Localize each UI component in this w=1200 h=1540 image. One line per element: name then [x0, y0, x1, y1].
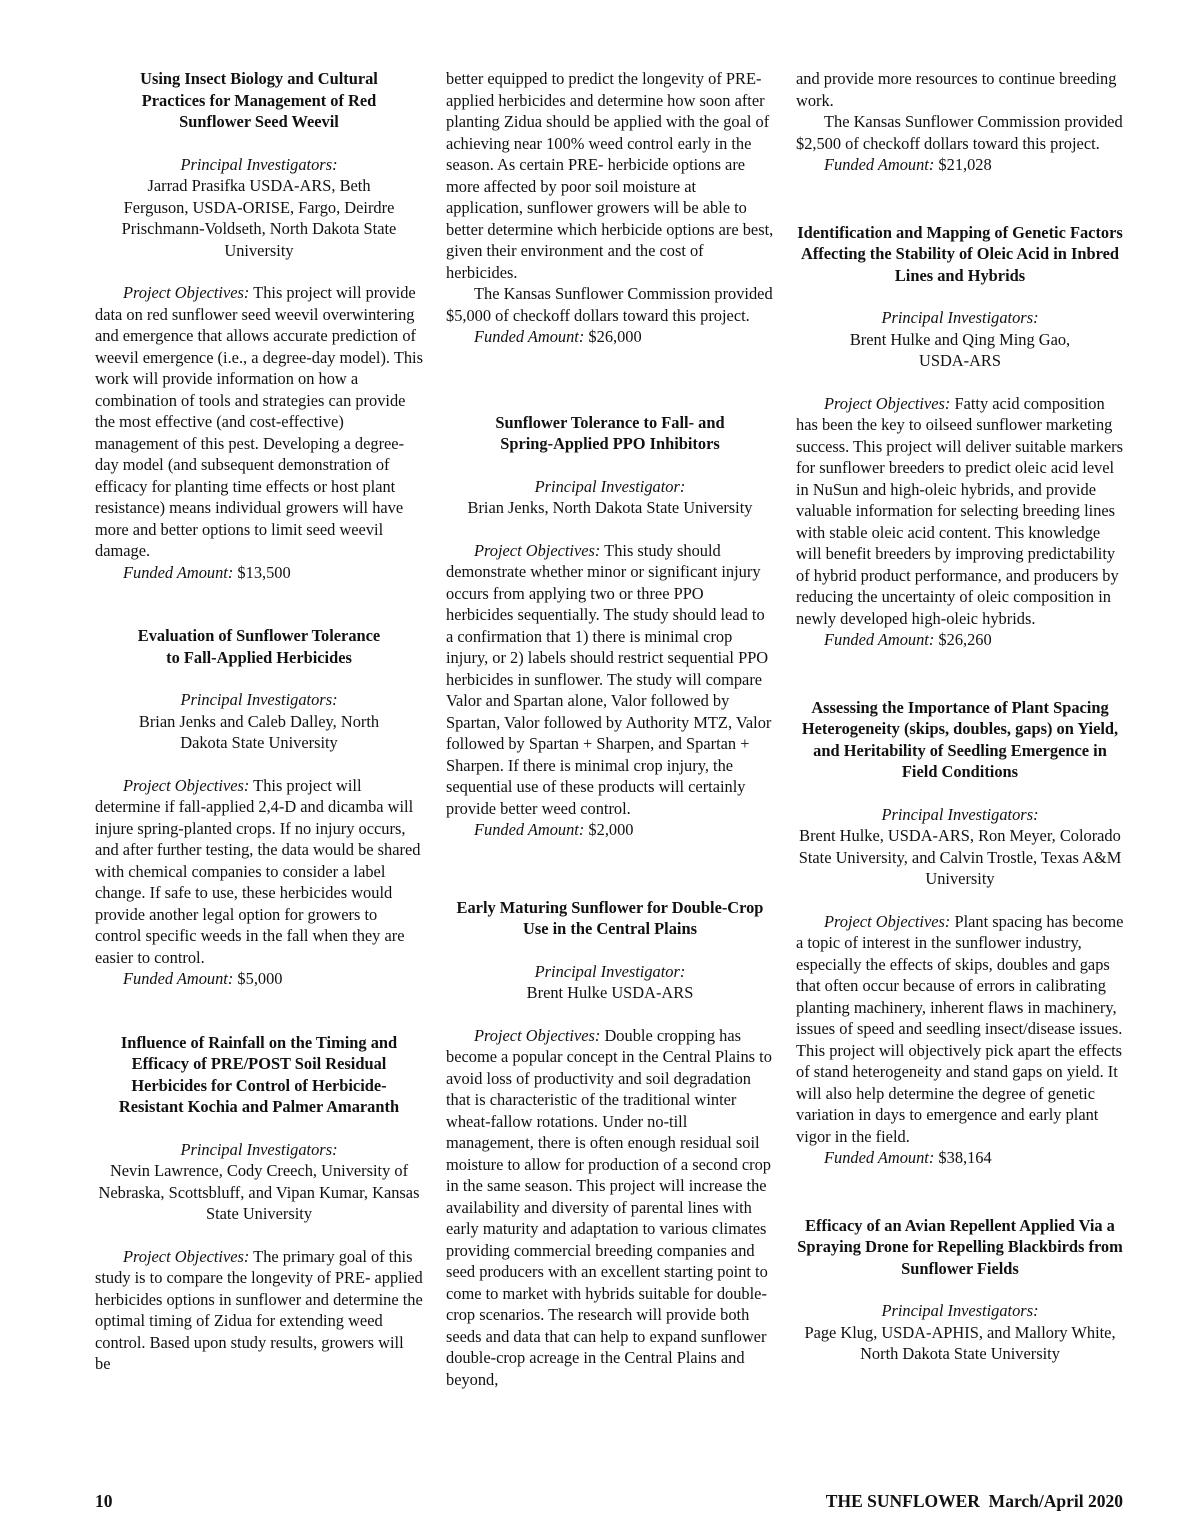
project-objectives — [95, 1246, 423, 1375]
objectives-text: This project will provide data on red sunflower seed weevil overwintering and emergence that allows accurate prediction of weevil emergence (i.e., a degree-day model). This work will provide information on how a combination of tools and strategies can provide the most effective (and cost-effective) management of this pest. Developing a degree-day model (and subsequent demonstration of efficacy for planting time effects or host plant resistance) means individual growers will have more and better options to limit seed weevil damage. — [95, 283, 423, 560]
funded-value: $5,000 — [233, 969, 283, 988]
article-title: Evaluation of Sunflower Tolerance to Fall-Applied Herbicides — [137, 626, 381, 667]
page-footer — [95, 1490, 1123, 1512]
pi-names: Brent Hulke and Qing Ming Gao, USDA-ARS — [849, 329, 1071, 370]
funded-label: Funded Amount: — [123, 969, 234, 988]
pi-names: Brent Hulke, USDA-ARS, Ron Meyer, Colorado State University, and Calvin Trostle, Texas A&M University — [798, 826, 1122, 888]
funded-label: Funded Amount: — [824, 630, 935, 649]
principal-investigators — [446, 476, 774, 519]
project-objectives — [446, 1025, 774, 1391]
article-title: Influence of Rainfall on the Timing and Efficacy of PRE/POST Soil Residual Herbicides for Control of Herbicide-Resistant Kochia and Palmer Amaranth — [118, 1032, 400, 1116]
principal-investigators — [796, 1300, 1124, 1365]
funded-amount — [796, 1147, 1124, 1169]
article-double-crop — [446, 897, 774, 1391]
article-title: Efficacy of an Avian Repellent Applied Via a Spraying Drone for Repelling Blackbirds from Sunflower Fields — [797, 1215, 1123, 1278]
pi-label: Principal Investigators: — [180, 154, 338, 174]
funded-amount — [446, 326, 774, 348]
article-title: Assessing the Importance of Plant Spacing Heterogeneity (skips, doubles, gaps) on Yield, and Heritability of Seedling Emergence in Field Conditions — [801, 697, 1119, 781]
pi-label: Principal Investigator: — [534, 476, 686, 496]
article-oleic-acid — [796, 222, 1124, 651]
column-1 — [95, 68, 423, 1417]
objectives-text: The primary goal of this study is to compare the longevity of PRE- applied herbicides options in sunflower and determine the optimal timing of Zidua for extending weed control. Based upon study results, growers will be — [95, 1246, 423, 1373]
funded-value: $21,028 — [934, 155, 992, 174]
funded-amount — [796, 154, 1124, 176]
principal-investigators — [796, 307, 1124, 372]
project-objectives — [796, 393, 1124, 630]
article-title: Identification and Mapping of Genetic Factors Affecting the Stability of Oleic Acid in Inbred Lines and Hybrids — [797, 222, 1123, 285]
column-2 — [446, 68, 774, 1432]
objectives-text: This study should demonstrate whether minor or significant injury occurs from applying two or three PPO herbicides sequentially. The study should lead to a confirmation that 1) there is minimal crop injury, or 2) labels should restrict sequential PPO herbicides in sunflower. The study will compare Valor and Spartan alone, Valor followed by Spartan, Valor followed by Authority MTZ, Valor followed by Spartan + Sharpen, and Spartan + Sharpen. If there is minimal crop injury, the sequential use of these products will certainly provide better weed control. — [446, 540, 772, 818]
magazine-issue: THE SUNFLOWER March/April 2020 — [825, 1491, 1123, 1511]
funded-amount — [95, 968, 423, 990]
article-ppo-inhibitors — [446, 412, 774, 841]
funded-label: Funded Amount: — [824, 155, 935, 174]
pi-names: Jarrad Prasifka USDA-ARS, Beth Ferguson, USDA-ORISE, Fargo, Deirdre Prischmann-Voldseth, North Dakota State University — [121, 176, 397, 260]
principal-investigators — [796, 804, 1124, 890]
funded-label: Funded Amount: — [474, 820, 585, 839]
funded-value: $2,000 — [584, 820, 634, 839]
pi-label: Principal Investigator: — [534, 961, 686, 981]
pi-label: Principal Investigators: — [180, 690, 338, 709]
objectives-text: Plant spacing has become a topic of interest in the sunflower industry, especially the effects of skips, doubles and gaps that often occur because of errors in calibrating planting machinery, inherent flaws in machinery, issues of speed and seedling insect/disease issues. This project will objectively pick apart the effects of stand heterogeneity and stand gaps on yield. It will also help determine the degree of genetic variation in days to emergence and early plant vigor in the field. — [796, 911, 1124, 1146]
objectives-label: Project Objectives: — [474, 1025, 601, 1045]
objectives-text: Fatty acid composition has been the key to oilseed sunflower marketing success. This project will deliver suitable markers for sunflower breeders to predict oleic acid level in NuSun and high-oleic hybrids, and provide valuable information for selecting breeding lines with stable oleic acid content. This knowledge will benefit breeders by improving predictability of hybrid product performance, and producers by reducing the uncertainty of oleic composition in newly developed high-oleic hybrids. — [796, 393, 1123, 628]
objectives-label: Project Objectives: — [474, 540, 601, 560]
article-plant-spacing — [796, 697, 1124, 1169]
pi-names: Brian Jenks and Caleb Dalley, North Dakota State University — [138, 711, 380, 752]
objectives-continued: and provide more resources to continue breeding work. — [796, 69, 1117, 110]
pi-label: Principal Investigators: — [881, 804, 1039, 824]
funded-amount — [446, 819, 774, 841]
funded-amount — [95, 562, 423, 584]
objectives-text: This project will determine if fall-applied 2,4-D and dicamba will injure spring-planted crops. If no injury occurs, and after further testing, the data would be shared with chemical companies to consider a label change. If safe to use, these herbicides would provide another legal option for growers to control specific weeds in the fall when they are easier to control. — [95, 775, 421, 967]
article-seed-weevil — [95, 68, 423, 583]
commission-note: The Kansas Sunflower Commission provided $2,500 of checkoff dollars toward this project. — [796, 112, 1123, 153]
project-objectives — [95, 775, 423, 969]
pi-label: Principal Investigators: — [881, 308, 1039, 327]
project-objectives — [95, 282, 423, 562]
article-title: Sunflower Tolerance to Fall- and Spring-Applied PPO Inhibitors — [495, 412, 725, 453]
pi-names: Nevin Lawrence, Cody Creech, University of Nebraska, Scottsbluff, and Vipan Kumar, Kansas State University — [98, 1161, 420, 1223]
objectives-label: Project Objectives: — [123, 283, 250, 302]
objectives-label: Project Objectives: — [123, 1246, 250, 1266]
objectives-label: Project Objectives: — [123, 775, 250, 795]
article-double-crop-continued — [796, 68, 1124, 176]
article-title: Early Maturing Sunflower for Double-Crop Use in the Central Plains — [456, 897, 764, 938]
principal-investigators — [95, 154, 423, 262]
article-title: Using Insect Biology and Cultural Practices for Management of Red Sunflower Seed Weevil — [140, 69, 378, 131]
funded-value: $26,000 — [584, 327, 642, 346]
page-number: 10 — [95, 1491, 113, 1511]
funded-label: Funded Amount: — [474, 327, 585, 346]
objectives-label: Project Objectives: — [824, 393, 951, 413]
objectives-text: Double cropping has become a popular concept in the Central Plains to avoid loss of productivity and soil degradation that is characteristic of the traditional winter wheat-fallow rotations. Under no-till management, there is often enough residual soil moisture to allow for production of a second crop in the same season. This project will increase the availability and diversity of parental lines with early maturity and adaptation to various climates providing commercial breeding companies and seed producers with an excellent starting point to come to market with hybrids suitable for double-crop scenarios. The research will provide both seeds and data that can help to expand sunflower double-crop acreage in the Central Plains and beyond, — [446, 1025, 772, 1389]
funded-label: Funded Amount: — [123, 562, 234, 582]
funded-amount — [796, 629, 1124, 651]
funded-value: $26,260 — [934, 630, 992, 649]
article-avian-repellent — [796, 1215, 1124, 1365]
pi-names: Page Klug, USDA-APHIS, and Mallory White, North Dakota State University — [804, 1322, 1116, 1363]
objectives-continued: better equipped to predict the longevity of PRE- applied herbicides and determine how soon after planting Zidua should be applied with the goal of achieving near 100% weed control early in the season. As certain PRE- herbicide options are more affected by poor soil moisture at application, sunflower growers will be able to better determine which herbicide options are best, given their environment and the cost of herbicides. — [446, 69, 774, 282]
pi-label: Principal Investigators: — [881, 1301, 1039, 1320]
principal-investigators — [95, 689, 423, 754]
article-rainfall-pre-post — [95, 1032, 423, 1375]
column-3 — [796, 68, 1124, 1407]
article-fall-applied-herbicides — [95, 625, 423, 990]
funded-label: Funded Amount: — [824, 1148, 935, 1167]
objectives-label: Project Objectives: — [824, 911, 951, 931]
pi-names: Brian Jenks, North Dakota State University — [467, 498, 753, 517]
funded-value: $13,500 — [233, 562, 291, 582]
article-rainfall-continued — [446, 68, 774, 348]
principal-investigators — [95, 1139, 423, 1225]
funded-value: $38,164 — [934, 1148, 992, 1167]
pi-label: Principal Investigators: — [180, 1139, 338, 1159]
project-objectives — [446, 540, 774, 820]
principal-investigators — [446, 961, 774, 1004]
project-objectives — [796, 911, 1124, 1148]
commission-note: The Kansas Sunflower Commission provided $5,000 of checkoff dollars toward this project. — [446, 284, 773, 325]
pi-names: Brent Hulke USDA-ARS — [526, 983, 694, 1002]
